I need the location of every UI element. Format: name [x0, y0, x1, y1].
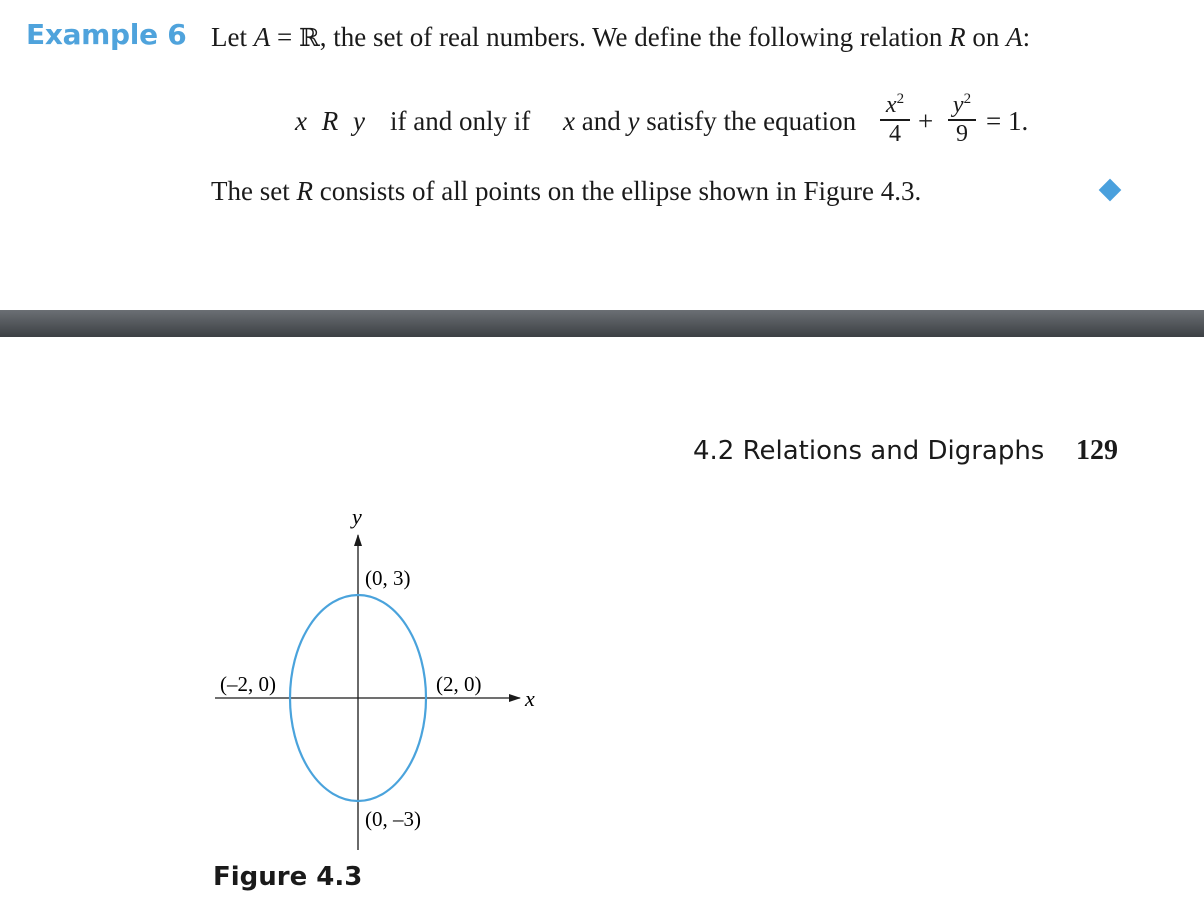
and-word: and	[574, 106, 628, 136]
conclusion-suffix: consists of all points on the ellipse shown in Figure 4.3.	[312, 176, 922, 206]
intro-on: on	[965, 22, 1007, 52]
equals-sign: =	[270, 22, 299, 52]
plus-sign: +	[918, 106, 934, 136]
frac2-exponent: 2	[963, 91, 972, 107]
point-label-right: (2, 0)	[436, 672, 482, 696]
figure-caption: Figure 4.3	[213, 862, 363, 892]
section-title: 4.2 Relations and Digraphs	[693, 436, 1045, 466]
relation-xRy: x R y	[295, 106, 369, 136]
example-label: Example 6	[26, 18, 187, 51]
satisfy-phrase: satisfy the equation	[639, 106, 857, 136]
var-y: y	[627, 106, 640, 136]
point-label-top: (0, 3)	[365, 566, 411, 590]
point-label-bottom: (0, –3)	[365, 807, 421, 831]
page-number: 129	[1076, 435, 1118, 466]
frac2-numerator: y	[952, 92, 964, 118]
frac1-denominator: 4	[889, 120, 901, 147]
intro-colon: :	[1022, 22, 1031, 52]
point-label-left: (–2, 0)	[220, 672, 276, 696]
var-A-2: A	[1006, 22, 1023, 52]
conclusion-var-R: R	[296, 176, 313, 206]
intro-prefix: Let	[211, 22, 254, 52]
real-numbers-symbol: ℝ	[298, 23, 320, 52]
var-R: R	[949, 22, 966, 52]
var-x: x	[563, 106, 575, 136]
frac1-exponent: 2	[896, 91, 905, 107]
frac2-denominator: 9	[956, 120, 968, 147]
iff-text: if and only if	[390, 106, 531, 136]
x-axis-label: x	[525, 686, 535, 711]
y-axis-label: y	[352, 504, 362, 529]
conclusion-prefix: The set	[211, 176, 297, 206]
equals-one: = 1.	[986, 106, 1029, 136]
intro-middle: , the set of real numbers. We define the following relation	[319, 22, 950, 52]
var-A: A	[253, 22, 271, 52]
frac1-numerator: x	[885, 92, 897, 118]
